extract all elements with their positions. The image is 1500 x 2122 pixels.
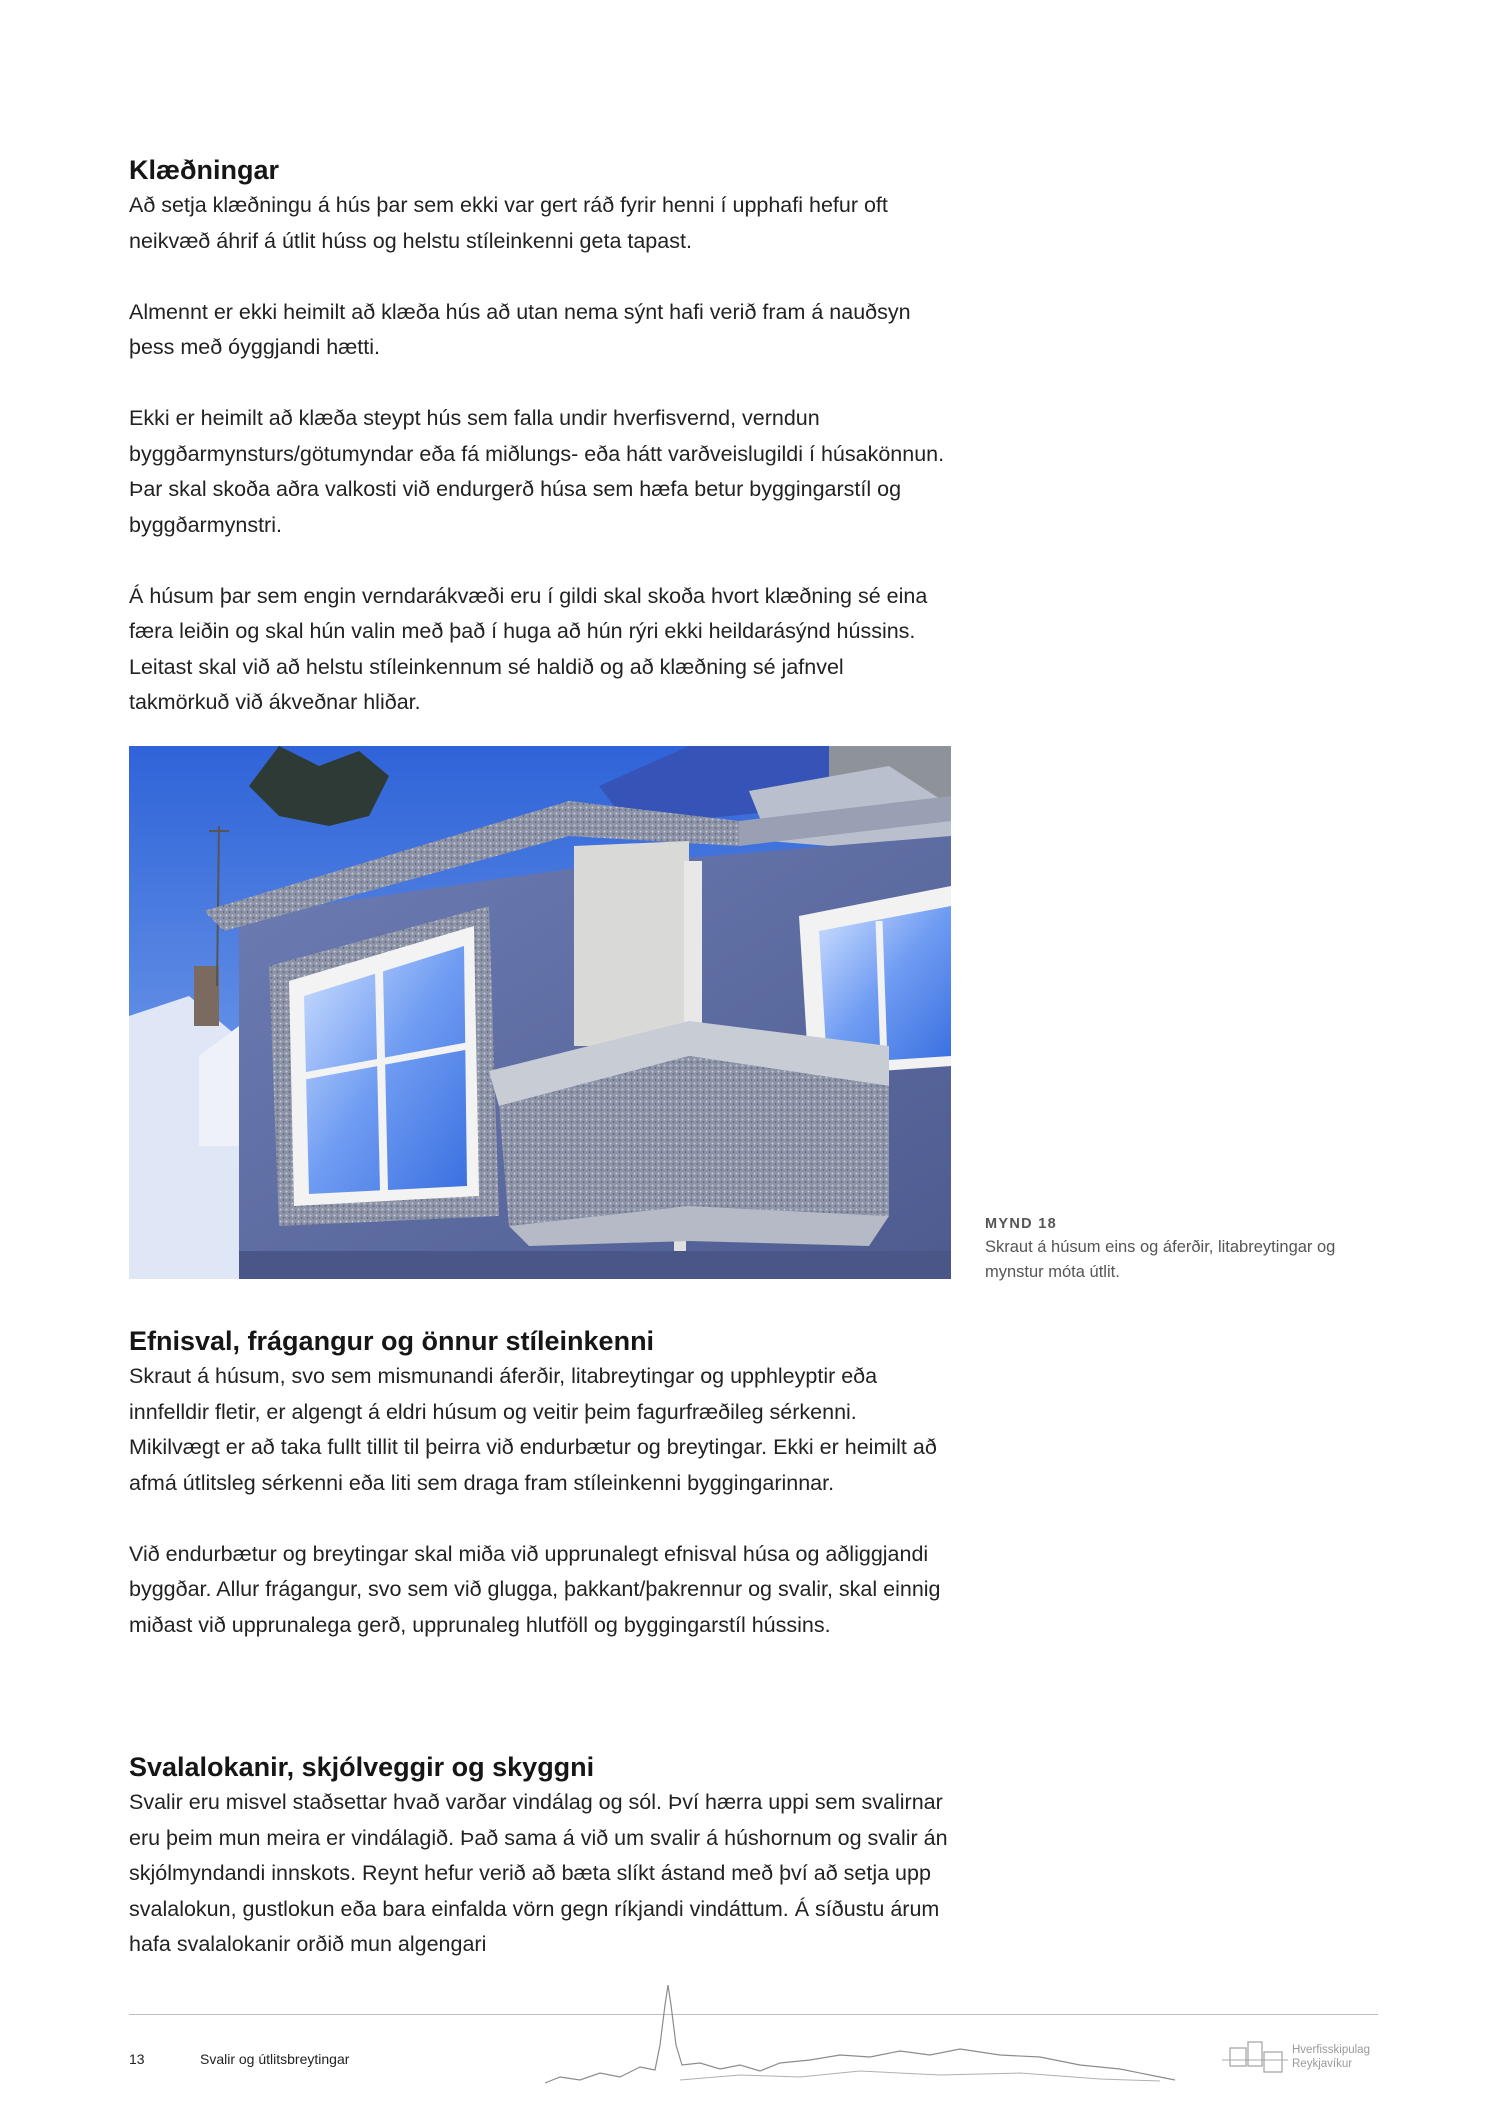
house-facade-photo	[129, 746, 951, 1279]
logo-line-1: Hverfisskipulag	[1292, 2044, 1370, 2056]
paragraph: Svalir eru misvel staðsettar hvað varðar vindálag og sól. Því hærra uppi sem svalirnar eru þeim mun meira er vindálagið. Það sama á við um svalir á húshornum og svalir án skjólmyndandi innskots. Reynt hefur verið að bæta slíkt ástand með því að setja upp svalalokun, gustlokun eða bara einfalda vörn gegn ríkjandi vindáttum. Á síðustu árum hafa svalalokanir orðið mun algengari	[129, 1790, 948, 1956]
paragraph: Skraut á húsum, svo sem mismunandi áferðir, litabreytingar og upphleyptir eða innfelldir fletir, er algengt á eldri húsum og veitir þeim fagurfræðileg sérkenni. Mikilvægt er að taka fullt tillit til þeirra við endurbætur og breytingar. Ekki er heimilt að afmá útlitsleg sérkenni eða liti sem draga fram stíleinkenni byggingarinnar.	[129, 1364, 937, 1495]
section-cladding	[129, 152, 949, 721]
figure-caption	[985, 1213, 1385, 1285]
paragraph: Ekki er heimilt að klæða steypt hús sem falla undir hverfisvernd, verndun byggðarmynsturs/götumyndar eða fá miðlungs- eða hátt varðveislugildi í húsakönnun. Þar skal skoða aðra valkosti við endurgerð húsa sem hæfa betur byggingarstíl og byggðarmynstri.	[129, 406, 945, 537]
section-balcony-enclosures	[129, 1749, 949, 1963]
section-heading: Klæðningar	[129, 155, 280, 185]
paragraph: Við endurbætur og breytingar skal miða við upprunalegt efnisval húsa og aðliggjandi byggðar. Allur frágangur, svo sem við glugga, þakkant/þakrennur og svalir, skal einnig miðast við upprunalega gerð, upprunaleg hlutföll og byggingarstíl hússins.	[129, 1541, 941, 1637]
footer-title: Svalir og útlitsbreytingar	[200, 2051, 350, 2067]
paragraph: Almennt er ekki heimilt að klæða hús að utan nema sýnt hafi verið fram á nauðsyn þess með óyggjandi hætti.	[129, 299, 911, 359]
paragraph: Að setja klæðningu á hús þar sem ekki var gert ráð fyrir henni í upphafi hefur oft neikvæð áhrif á útlit húss og helstu stíleinkenni geta tapast.	[129, 193, 888, 253]
section-heading: Efnisval, frágangur og önnur stíleinkenni	[129, 1326, 655, 1356]
page-number: 13	[129, 2051, 145, 2067]
section-materials	[129, 1323, 949, 1643]
logo-text	[1292, 2043, 1370, 2071]
section-heading: Svalalokanir, skjólveggir og skyggni	[129, 1752, 595, 1782]
figure-label: MYND 18	[985, 1216, 1057, 1232]
logo-line-2: Reykjavíkur	[1292, 2058, 1353, 2070]
hverfisskipulag-logo-icon	[1222, 2038, 1290, 2078]
paragraph: Á húsum þar sem engin verndarákvæði eru í gildi skal skoða hvort klæðning sé eina færa leiðin og skal hún valin með það í huga að hún rýri ekki heildarásýnd hússins. Leitast skal við að helstu stíleinkennum sé haldið og að klæðning sé jafnvel takmörkuð við ákveðnar hliðar.	[129, 583, 928, 714]
city-skyline-icon	[540, 1985, 1180, 2090]
figure-caption-text: Skraut á húsum eins og áferðir, litabreytingar og mynstur móta útlit.	[985, 1238, 1336, 1281]
